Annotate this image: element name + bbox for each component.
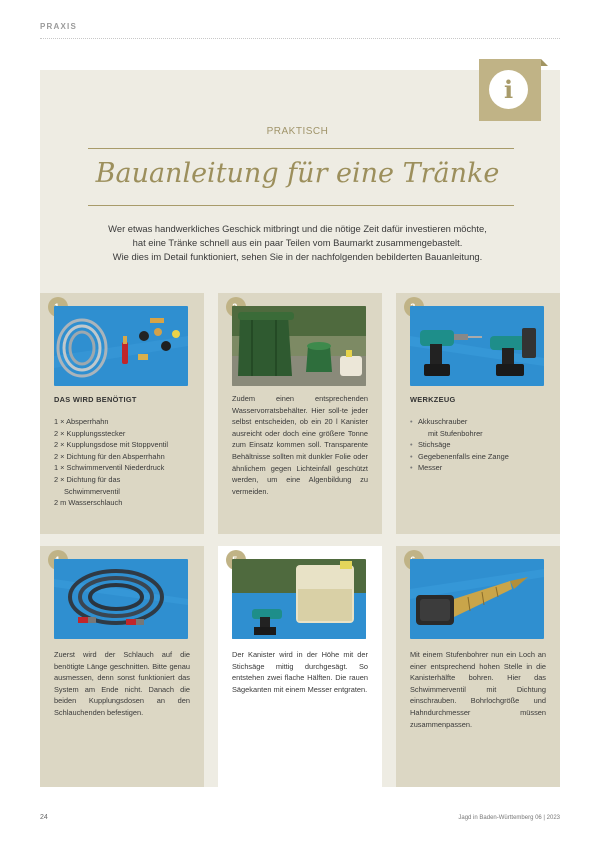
list-item: 1 × Absperrhahn [54,417,109,426]
tools-list [410,416,550,474]
title-rule-top [88,148,514,149]
box-kicker: PRAKTISCH [266,126,329,137]
list-item: 2 × Dichtung für den Absperrhahn [54,451,165,461]
list-item: 2 m Wasserschlauch [54,498,123,508]
step-card-4 [40,546,204,787]
intro-text [60,222,535,264]
box-title: Bauanleitung für eine Tränke [95,158,500,189]
step-text: Zudem einen entsprechenden Wasservorratsbehälter. Hier soll-te jeder selbst entscheiden, ob ein 20 l Kanister ausreicht oder doch eine größere Tonne zum Einsatz kommen soll. Transparente Behältnisse sollten mit dunkler Folie oder ähnlichem gegen Lichteinfall geschützt werden, um eine Algenbildung zu vermeiden. [232,394,368,496]
list-item: • Gegebenenfalls eine Zange [410,451,550,463]
step-text: Zuerst wird der Schlauch auf die benötigte Länge geschnitten. Bitte genau ausmessen, denn sonst funktioniert das System am Ende nicht. Danach die beiden Kupplungsdosen an den Schlauchenden befestigen. [54,650,190,717]
list-item: 2 × Kupplungsstecker [54,428,126,438]
step-card-1 [40,293,204,534]
section-label: PRAXIS [40,22,77,31]
page-number: 24 [40,814,48,821]
step-text: Mit einem Stufenbohrer nun ein Loch an einer entsprechend hohen Stelle in die Kanisterhälfte bohren. Hier das Schwimmerventil mit Dichtung einschrauben. Bohrlochgröße und Hahndurchmesser müssen zusammenpassen. [410,650,546,729]
photo-containers [232,306,366,386]
list-item: • Messer [410,462,550,474]
photo-canister [232,559,366,639]
photo-tools [410,306,544,386]
step-text: Der Kanister wird in der Höhe mit der Stichsäge mittig durchgesägt. So entstehen zwei flache Hälften. Die rauen Sägekanten mit einem Messer entgraten. [232,650,368,694]
step-card-5 [218,546,382,787]
list-item: • Akkuschrauber mit Stufenbohrer [410,416,550,439]
intro-line: hat eine Tränke schnell aus ein paar Teilen vom Baumarkt zusammengebastelt. [132,237,463,248]
info-badge [479,59,541,121]
step-heading: WERKZEUG [410,395,456,404]
step-card-6 [396,546,560,787]
list-item: • Stichsäge [410,439,550,451]
photo-hose [54,559,188,639]
intro-line: Wie dies im Detail funktioniert, sehen Sie in der nachfolgenden bebilderten Bauanleitung. [112,251,483,262]
info-icon: i [489,70,528,109]
step-card-2 [218,293,382,534]
step-card-3 [396,293,560,534]
publication-info: Jagd in Baden-Württemberg 06 | 2023 [458,815,560,821]
list-item: 2 × Kupplungsdose mit Stoppventil [54,440,169,450]
materials-list [54,416,194,509]
step-heading: DAS WIRD BENÖTIGT [54,395,137,404]
title-rule-bottom [88,205,514,206]
photo-step-drill [410,559,544,639]
intro-line: Wer etwas handwerkliches Geschick mitbringt und die nötige Zeit dafür investieren möchte, [108,223,487,234]
header-divider [40,38,560,39]
photo-parts [54,306,188,386]
list-item: 2 × Dichtung für das Schwimmerventil [54,474,121,496]
list-item: 1 × Schwimmerventil Niederdruck [54,463,165,473]
